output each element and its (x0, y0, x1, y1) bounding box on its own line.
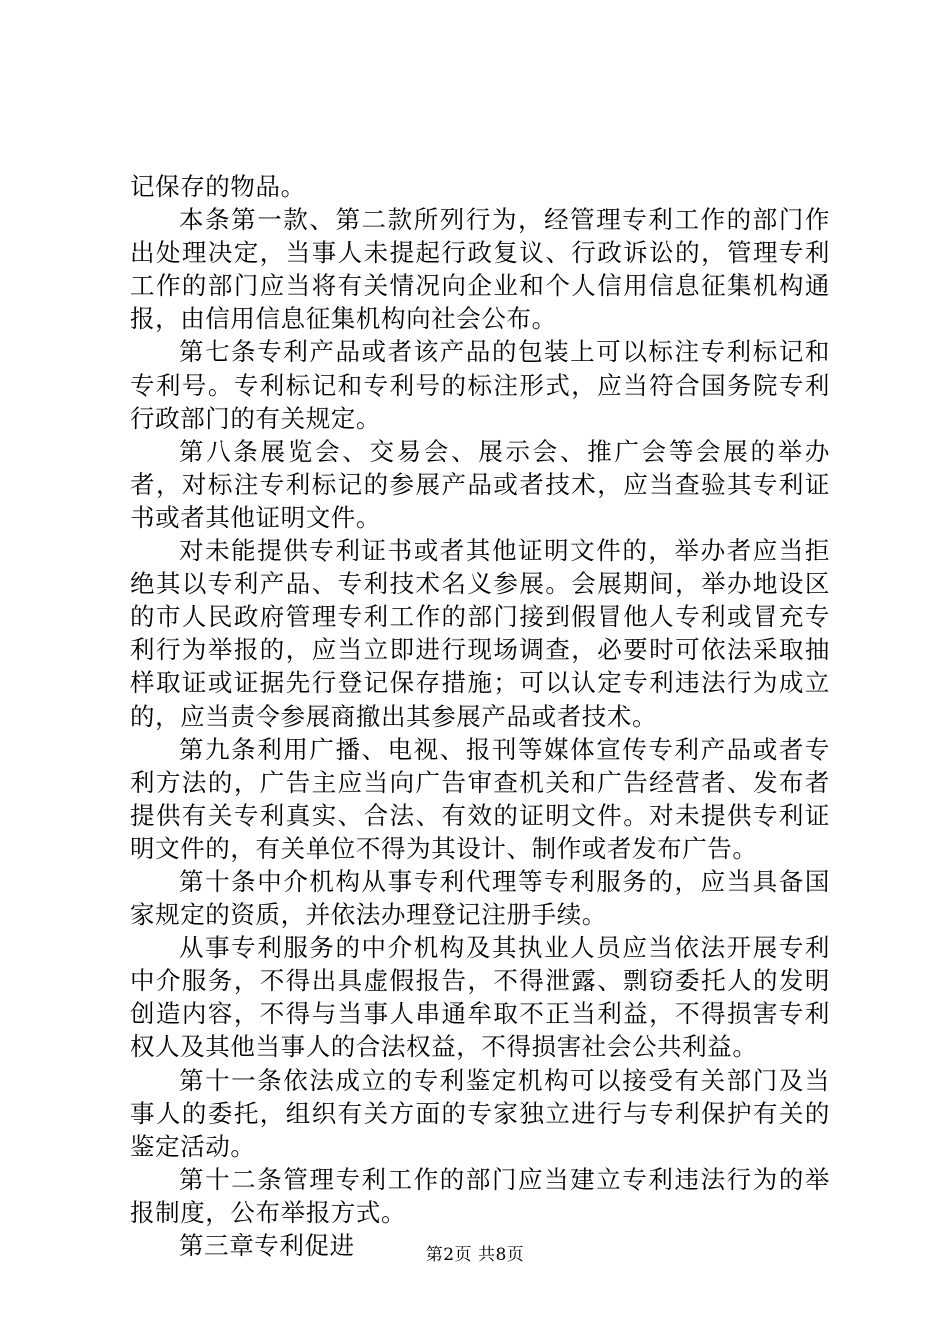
paragraph-article-8: 第八条展览会、交易会、展示会、推广会等会展的举办者，对标注专利标记的参展产品或者技术，应当查验其专利证书或者其他证明文件。 (130, 436, 830, 532)
paragraph-article-10: 第十条中介机构从事专利代理等专利服务的，应当具备国家规定的资质，并依法办理登记注册手续。 (130, 866, 830, 930)
paragraph-publication-of-decisions: 本条第一款、第二款所列行为，经管理专利工作的部门作出处理决定，当事人未提起行政复议、行政诉讼的，管理专利工作的部门应当将有关情况向企业和个人信用信息征集机构通报，由信用信息征集机构向社会公布。 (130, 205, 830, 334)
paragraph-article-8-exhibition-rules: 对未能提供专利证书或者其他证明文件的，举办者应当拒绝其以专利产品、专利技术名义参展。会展期间，举办地设区的市人民政府管理专利工作的部门接到假冒他人专利或冒充专利行为举报的，应当立即进行现场调查，必要时可依法采取抽样取证或证据先行登记保存措施；可以认定专利违法行为成立的，应当责令参展商撤出其参展产品或者技术。 (130, 536, 830, 731)
document-body (130, 170, 830, 1262)
paragraph-article-9: 第九条利用广播、电视、报刊等媒体宣传专利产品或者专利方法的，广告主应当向广告审查机关和广告经营者、发布者提供有关专利真实、合法、有效的证明文件。对未提供专利证明文件的，有关单位不得为其设计、制作或者发布广告。 (130, 734, 830, 863)
paragraph-article-7: 第七条专利产品或者该产品的包装上可以标注专利标记和专利号。专利标记和专利号的标注形式，应当符合国务院专利行政部门的有关规定。 (130, 337, 830, 433)
chapter-heading: 第三章专利促进 (179, 1231, 355, 1260)
paragraph-continuation: 记保存的物品。 (130, 172, 306, 201)
paragraph-article-11: 第十一条依法成立的专利鉴定机构可以接受有关部门及当事人的委托，组织有关方面的专家独立进行与专利保护有关的鉴定活动。 (130, 1065, 830, 1161)
paragraph-article-12: 第十二条管理专利工作的部门应当建立专利违法行为的举报制度，公布举报方式。 (130, 1164, 830, 1227)
page-number-footer: 第2页 共8页 (425, 1245, 525, 1265)
paragraph-article-10-agency-duties: 从事专利服务的中介机构及其执业人员应当依法开展专利中介服务，不得出具虚假报告，不得泄露、剽窃委托人的发明创造内容，不得与当事人串通牟取不正当利益，不得损害专利权人及其他当事人的合法权益，不得损害社会公共利益。 (130, 933, 830, 1062)
